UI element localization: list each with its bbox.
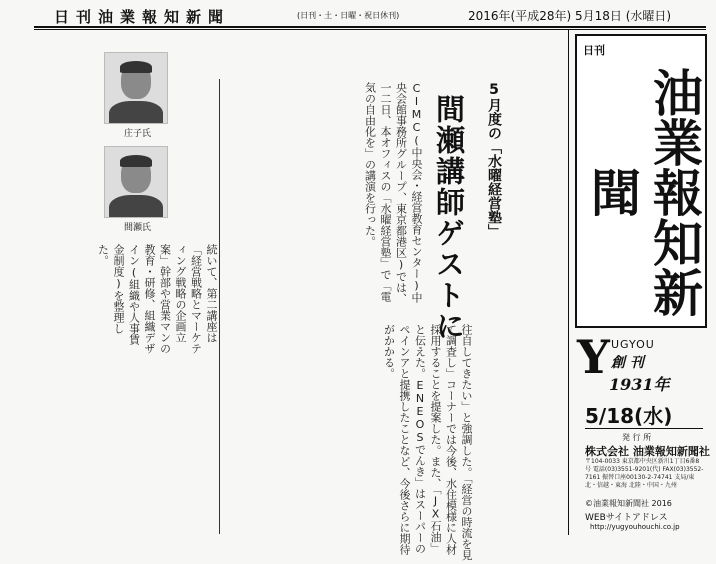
publisher-details: 〒104-0033 東京都中央区新川1丁目6番8号 電話(03)3551-9201(代) FAX(03)3552-7161 振替口座00130-2-74741 支局/東北・信越・東海 北陸・中国・九州 [585, 458, 704, 489]
article-headline: 間瀬講師ゲストに [432, 94, 466, 342]
article-body-continuation: 続いて、第二講座は「経営戦略とマーケティング戦略の企画立案」幹部や営業マンの教育・研修、組織デザイン(組織や人事賃金制度)を整理した。 [96, 244, 218, 354]
founded-label: 創 刊 [611, 355, 644, 371]
masthead-small-label: 日刊 [583, 44, 605, 57]
article-kicker: 5月度の「水曜経営塾」 [486, 82, 502, 238]
photo-shoji-caption: 庄子氏 [124, 129, 152, 139]
photo-silhouette-hair [120, 61, 152, 73]
photo-mase [104, 146, 168, 218]
article-body-upper: CIMC(中央会・経営教育センター)中央会館事務所グループ、東京都港区)では、一二日、本オフィスの「水曜経営塾」で「電気の自由化を」の講演を行った。 [363, 82, 423, 304]
issue-date-rule [585, 428, 703, 429]
column-divider [568, 30, 569, 535]
copyright: ©油業報知新聞社 2016 [585, 499, 672, 508]
yugyou-letter: Y [577, 330, 610, 384]
photo-shoji [104, 52, 168, 124]
header-rule-thin [34, 29, 706, 30]
publisher-label: 発 行 所 [622, 433, 652, 442]
header-paper-name: 日刊油業報知新聞 [54, 8, 231, 26]
photo-silhouette-hair [120, 155, 152, 167]
photo-mase-caption: 間瀬氏 [124, 223, 152, 233]
article [44, 34, 564, 561]
masthead [575, 34, 707, 328]
header-date: 2016年(平成28年) 5月18日 (水曜日) [468, 9, 672, 23]
photo-silhouette-body [109, 101, 163, 124]
article-column-rule [219, 79, 220, 534]
photo-silhouette-body [109, 195, 163, 218]
web-address-url: http://yugyouhouchi.co.jp [590, 523, 680, 531]
article-body-lower: 往自してきたい」と強調した。「経営の時流を見て調査し」コーナーでは今後、水住模様に人材採用することを提案した。また、「JX石油」と伝えた。ENEOSでんき」はスーパーのペインアと提携したことなど、今後さらに期待がかかる。 [382, 324, 473, 561]
publisher-name: 株式会社 油業報知新聞社 [585, 445, 710, 458]
header-rule [34, 26, 706, 28]
masthead-title: 油業報知新聞 [583, 67, 704, 317]
issue-date: 5/18(水) [585, 404, 673, 428]
yugyou-word: UGYOU [611, 338, 655, 351]
web-address-label: WEBサイトアドレス [585, 513, 668, 523]
header-publication-days: (日刊・土・日曜・祝日休刊) [297, 11, 400, 20]
founded-year: 1931年 [609, 375, 670, 394]
